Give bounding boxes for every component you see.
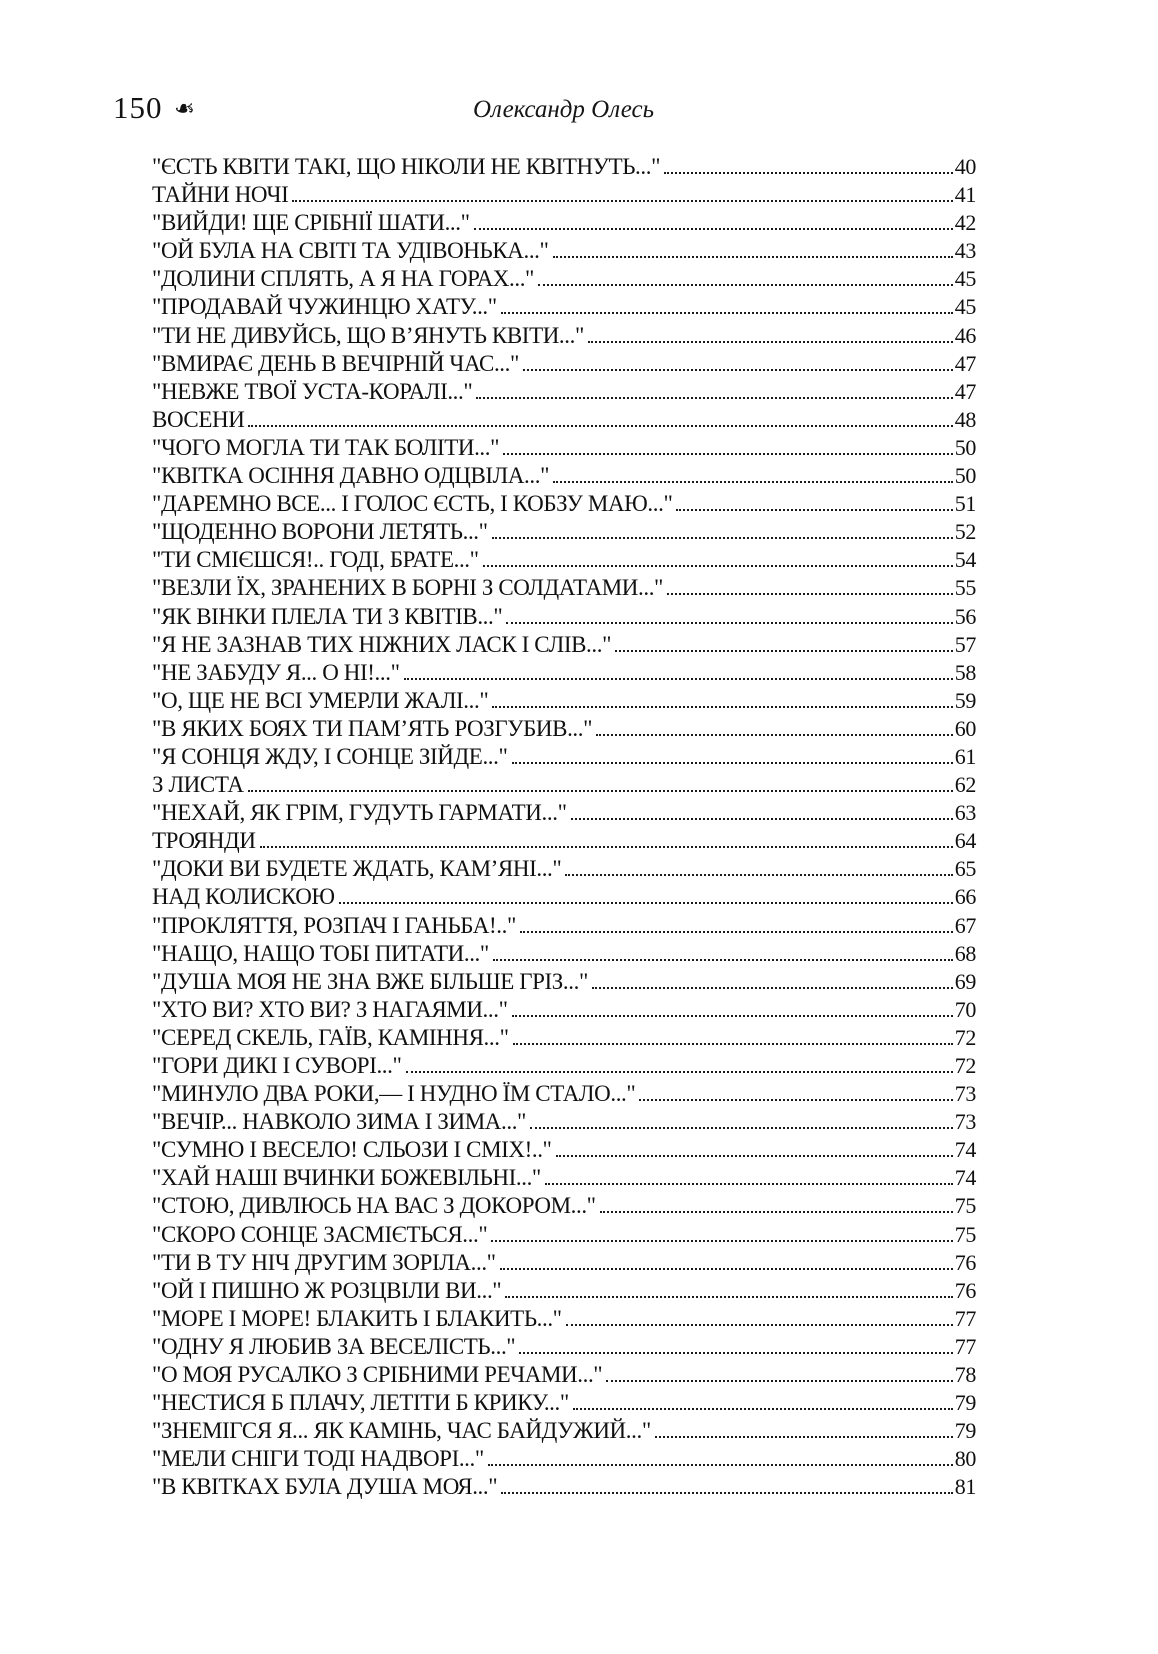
toc-entry-title: "ТИ НЕ ДИВУЙСЬ, ЩО В’ЯНУТЬ КВІТИ..." <box>152 322 584 348</box>
toc-entry-page: 48 <box>954 406 976 432</box>
toc-entry-title: "ЗНЕМІГСЯ Я... ЯК КАМІНЬ, ЧАС БАЙДУЖИЙ..." <box>152 1418 651 1444</box>
dotted-leader <box>339 902 953 904</box>
dotted-leader <box>501 312 953 314</box>
toc-entry <box>152 1249 976 1277</box>
toc-entry-page: 61 <box>954 743 976 769</box>
toc-entry-title: "ВИЙДИ! ЩЕ СРІБНІЇ ШАТИ..." <box>152 210 470 236</box>
toc-entry <box>152 687 976 715</box>
toc-entry <box>152 322 976 350</box>
toc-entry <box>152 237 976 265</box>
toc-entry <box>152 1080 976 1108</box>
dotted-leader <box>492 537 953 539</box>
toc-entry-title: "ЄСТЬ КВІТИ ТАКІ, ЩО НІКОЛИ НЕ КВІТНУТЬ..." <box>152 154 661 179</box>
toc-entry-page: 72 <box>954 1024 976 1050</box>
dotted-leader <box>596 734 953 736</box>
toc-entry-title: "СУМНО І ВЕСЕЛО! СЛЬОЗИ І СМІХ!.." <box>152 1137 552 1163</box>
dotted-leader <box>566 1324 953 1326</box>
toc-entry-page: 74 <box>954 1137 976 1163</box>
dotted-leader <box>600 1211 953 1213</box>
toc-entry-title: "В КВІТКАХ БУЛА ДУША МОЯ..." <box>152 1474 498 1500</box>
dotted-leader <box>488 1464 953 1466</box>
toc-entry-title: "СЕРЕД СКЕЛЬ, ГАЇВ, КАМІННЯ..." <box>152 1024 509 1050</box>
toc-entry <box>152 743 976 771</box>
toc-list <box>152 153 976 1502</box>
toc-entry-page: 54 <box>954 547 976 573</box>
dotted-leader <box>664 172 953 174</box>
dotted-leader <box>512 1015 953 1017</box>
toc-entry-page: 73 <box>954 1109 976 1135</box>
toc-entry <box>152 1108 976 1136</box>
toc-entry <box>152 406 976 434</box>
toc-entry-title: "ЯК ВІНКИ ПЛЕЛА ТИ З КВІТІВ..." <box>152 603 503 629</box>
toc-entry-page: 41 <box>954 182 976 208</box>
toc-entry-page: 69 <box>954 968 976 994</box>
toc-entry <box>152 546 976 574</box>
toc-entry-title: "КВІТКА ОСІННЯ ДАВНО ОДЦВІЛА..." <box>152 463 550 489</box>
toc-entry-title: "ЩОДЕННО ВОРОНИ ЛЕТЯТЬ..." <box>152 519 488 545</box>
toc-entry-page: 77 <box>954 1333 976 1359</box>
toc-entry <box>152 350 976 378</box>
toc-entry-page: 76 <box>954 1249 976 1275</box>
toc-entry-title: ВОСЕНИ <box>152 406 245 432</box>
toc-entry <box>152 574 976 602</box>
toc-entry <box>152 1445 976 1473</box>
toc-entry <box>152 912 976 940</box>
toc-entry-page: 47 <box>954 378 976 404</box>
dotted-leader <box>538 284 953 286</box>
toc-entry <box>152 1221 976 1249</box>
toc-entry-title: "ДУША МОЯ НЕ ЗНА ВЖЕ БІЛЬШЕ ГРІЗ..." <box>152 968 588 994</box>
dotted-leader <box>545 1183 953 1185</box>
toc-entry-title: "ДОКИ ВИ БУДЕТЕ ЖДАТЬ, КАМ’ЯНІ..." <box>152 856 562 882</box>
toc-entry-page: 57 <box>954 631 976 657</box>
toc-entry-title: "Я СОНЦЯ ЖДУ, І СОНЦЕ ЗІЙДЕ..." <box>152 743 508 769</box>
toc-entry-page: 50 <box>954 434 976 460</box>
toc-entry-title: "НЕХАЙ, ЯК ГРІМ, ГУДУТЬ ГАРМАТИ..." <box>152 800 567 826</box>
toc-entry-page: 40 <box>954 154 976 179</box>
toc-entry <box>152 1052 976 1080</box>
dotted-leader <box>505 1296 953 1298</box>
fleuron-icon: ❧ <box>172 94 195 123</box>
toc-entry-title: "НЕВЖЕ ТВОЇ УСТА-КОРАЛІ..." <box>152 378 473 404</box>
toc-entry <box>152 1164 976 1192</box>
toc-entry <box>152 293 976 321</box>
dotted-leader <box>606 1380 953 1382</box>
toc-entry-page: 76 <box>954 1277 976 1303</box>
dotted-leader <box>260 846 953 848</box>
dotted-leader <box>474 228 953 230</box>
toc-entry-title: "Я НЕ ЗАЗНАВ ТИХ НІЖНИХ ЛАСК І СЛІВ..." <box>152 631 612 657</box>
dotted-leader <box>530 1127 953 1129</box>
toc-entry-title: "ОЙ БУЛА НА СВІТІ ТА УДІВОНЬКА..." <box>152 238 549 264</box>
toc-entry <box>152 968 976 996</box>
dotted-leader <box>513 1043 953 1045</box>
dotted-leader <box>503 453 953 455</box>
toc-entry <box>152 631 976 659</box>
toc-entry <box>152 1136 976 1164</box>
dotted-leader <box>491 1240 952 1242</box>
toc-entry-page: 50 <box>954 463 976 489</box>
toc-entry-page: 75 <box>954 1193 976 1219</box>
toc-entry-title: "ПРОКЛЯТТЯ, РОЗПАЧ І ГАНЬБА!.." <box>152 912 516 938</box>
toc-entry-title: "ДОЛИНИ СПЛЯТЬ, А Я НА ГОРАХ..." <box>152 266 535 292</box>
toc-entry-page: 62 <box>954 772 976 798</box>
toc-entry-page: 78 <box>954 1362 976 1388</box>
toc-entry-title: "О МОЯ РУСАЛКО З СРІБНИМИ РЕЧАМИ..." <box>152 1362 603 1388</box>
toc-entry <box>152 1305 976 1333</box>
toc-entry-title: "НЕСТИСЯ Б ПЛАЧУ, ЛЕТІТИ Б КРИКУ..." <box>152 1390 569 1416</box>
dotted-leader <box>556 1155 953 1157</box>
toc-entry-title: ТАЙНИ НОЧІ <box>152 182 289 208</box>
dotted-leader <box>553 256 953 258</box>
toc-entry-title: "ТИ СМІЄШСЯ!.. ГОДІ, БРАТЕ..." <box>152 547 479 573</box>
dotted-leader <box>667 593 953 595</box>
toc-entry-title: ТРОЯНДИ <box>152 828 256 854</box>
toc-entry-page: 73 <box>954 1081 976 1107</box>
toc-entry-title: "ВМИРАЄ ДЕНЬ В ВЕЧІРНІЙ ЧАС..." <box>152 350 519 376</box>
dotted-leader <box>519 1352 953 1354</box>
dotted-leader <box>520 931 953 933</box>
toc-entry <box>152 1473 976 1501</box>
toc-entry <box>152 490 976 518</box>
toc-entry-title: "ЧОГО МОГЛА ТИ ТАК БОЛІТИ..." <box>152 434 500 460</box>
dotted-leader <box>292 200 952 202</box>
toc-entry-page: 52 <box>954 519 976 545</box>
toc-entry-page: 56 <box>954 603 976 629</box>
toc-entry-page: 63 <box>954 800 976 826</box>
toc-entry-title: "МОРЕ І МОРЕ! БЛАКИТЬ І БЛАКИТЬ..." <box>152 1305 562 1331</box>
dotted-leader <box>639 1099 952 1101</box>
toc-entry <box>152 1417 976 1445</box>
toc-entry <box>152 855 976 883</box>
toc-entry <box>152 462 976 490</box>
toc-entry <box>152 715 976 743</box>
toc-entry <box>152 1277 976 1305</box>
toc-entry <box>152 1024 976 1052</box>
toc-entry <box>152 378 976 406</box>
dotted-leader <box>501 1492 953 1494</box>
toc-entry-page: 43 <box>954 238 976 264</box>
toc-entry-title: "В ЯКИХ БОЯХ ТИ ПАМ’ЯТЬ РОЗГУБИВ..." <box>152 715 593 741</box>
toc-entry-title: З ЛИСТА <box>152 772 244 798</box>
toc-entry-title: "ДАРЕМНО ВСЕ... І ГОЛОС ЄСТЬ, І КОБЗУ МАЮ..." <box>152 491 673 517</box>
toc-entry <box>152 1192 976 1220</box>
dotted-leader <box>506 622 952 624</box>
toc-entry-page: 70 <box>954 996 976 1022</box>
dotted-leader <box>592 987 953 989</box>
toc-entry <box>152 659 976 687</box>
toc-entry-title: "ХАЙ НАШІ ВЧИНКИ БОЖЕВІЛЬНІ..." <box>152 1165 541 1191</box>
toc-entry-page: 80 <box>954 1446 976 1472</box>
toc-entry-title: "НАЩО, НАЩО ТОБІ ПИТАТИ..." <box>152 940 489 966</box>
toc-entry-page: 67 <box>954 912 976 938</box>
dotted-leader <box>476 397 952 399</box>
toc-entry <box>152 883 976 911</box>
toc-entry-page: 45 <box>954 294 976 320</box>
dotted-leader <box>571 818 953 820</box>
dotted-leader <box>406 1071 953 1073</box>
dotted-leader <box>553 481 953 483</box>
toc-entry <box>152 799 976 827</box>
toc-entry-title: "ВЕЧІР... НАВКОЛО ЗИМА І ЗИМА..." <box>152 1109 527 1135</box>
toc-entry-page: 65 <box>954 856 976 882</box>
toc-entry-page: 45 <box>954 266 976 292</box>
dotted-leader <box>655 1436 953 1438</box>
toc-entry-page: 81 <box>954 1474 976 1500</box>
toc-entry-page: 60 <box>954 715 976 741</box>
toc-entry-page: 74 <box>954 1165 976 1191</box>
toc-entry-title: "НЕ ЗАБУДУ Я... О НІ!..." <box>152 659 400 685</box>
dotted-leader <box>512 762 953 764</box>
dotted-leader <box>483 565 953 567</box>
toc-entry-title: "ПРОДАВАЙ ЧУЖИНЦЮ ХАТУ..." <box>152 294 497 320</box>
toc-entry-title: "СКОРО СОНЦЕ ЗАСМІЄТЬСЯ..." <box>152 1221 488 1247</box>
toc-entry <box>152 603 976 631</box>
toc-entry-page: 75 <box>954 1221 976 1247</box>
toc-entry <box>152 771 976 799</box>
toc-entry-title: "МЕЛИ СНІГИ ТОДІ НАДВОРІ..." <box>152 1446 484 1472</box>
dotted-leader <box>248 425 952 427</box>
toc-entry <box>152 209 976 237</box>
toc-entry <box>152 940 976 968</box>
running-title: Олександр Олесь <box>473 96 654 123</box>
toc-entry-title: НАД КОЛИСКОЮ <box>152 884 335 910</box>
dotted-leader <box>565 874 952 876</box>
toc-entry <box>152 1361 976 1389</box>
toc-entry <box>152 265 976 293</box>
dotted-leader <box>615 650 953 652</box>
toc-entry-page: 66 <box>954 884 976 910</box>
toc-entry <box>152 1333 976 1361</box>
dotted-leader <box>493 959 953 961</box>
toc-entry-page: 77 <box>954 1305 976 1331</box>
toc-entry-page: 79 <box>954 1390 976 1416</box>
toc-entry-page: 47 <box>954 350 976 376</box>
toc-entry-page: 79 <box>954 1418 976 1444</box>
dotted-leader <box>588 341 953 343</box>
toc-entry-page: 64 <box>954 828 976 854</box>
toc-entry-title: "ВЕЗЛИ ЇХ, ЗРАНЕНИХ В БОРНІ З СОЛДАТАМИ..." <box>152 575 664 601</box>
toc-entry <box>152 518 976 546</box>
toc-entry-title: "ОЙ І ПИШНО Ж РОЗЦВІЛИ ВИ..." <box>152 1277 502 1303</box>
dotted-leader <box>523 369 953 371</box>
dotted-leader <box>404 678 953 680</box>
dotted-leader <box>573 1408 953 1410</box>
toc-entry-page: 46 <box>954 322 976 348</box>
dotted-leader <box>248 790 953 792</box>
toc-entry <box>152 181 976 209</box>
toc-entry <box>152 996 976 1024</box>
dotted-leader <box>500 1268 953 1270</box>
toc-entry-title: "МИНУЛО ДВА РОКИ,— І НУДНО ЇМ СТАЛО..." <box>152 1081 636 1107</box>
toc-entry-title: "ГОРИ ДИКІ І СУВОРІ..." <box>152 1053 402 1078</box>
toc-entry <box>152 153 976 181</box>
toc-entry-title: "ОДНУ Я ЛЮБИВ ЗА ВЕСЕЛІСТЬ..." <box>152 1333 516 1359</box>
dotted-leader <box>676 509 952 511</box>
toc-entry <box>152 1389 976 1417</box>
toc-entry-page: 59 <box>954 687 976 713</box>
toc-entry-page: 51 <box>954 491 976 517</box>
toc-entry-page: 68 <box>954 940 976 966</box>
toc-entry-title: "ТИ В ТУ НІЧ ДРУГИМ ЗОРІЛА..." <box>152 1249 496 1275</box>
toc-entry-page: 42 <box>954 210 976 236</box>
toc-entry-page: 72 <box>954 1053 976 1078</box>
toc-entry-page: 58 <box>954 659 976 685</box>
toc-entry-title: "СТОЮ, ДИВЛЮСЬ НА ВАС З ДОКОРОМ..." <box>152 1193 596 1219</box>
toc-entry-title: "О, ЩЕ НЕ ВСІ УМЕРЛИ ЖАЛІ..." <box>152 687 489 713</box>
toc-entry-page: 55 <box>954 575 976 601</box>
toc-entry <box>152 827 976 855</box>
dotted-leader <box>492 706 952 708</box>
toc-entry <box>152 434 976 462</box>
page-number-text: 150 <box>113 90 163 125</box>
toc-entry-title: "ХТО ВИ? ХТО ВИ? З НАГАЯМИ..." <box>152 996 508 1022</box>
